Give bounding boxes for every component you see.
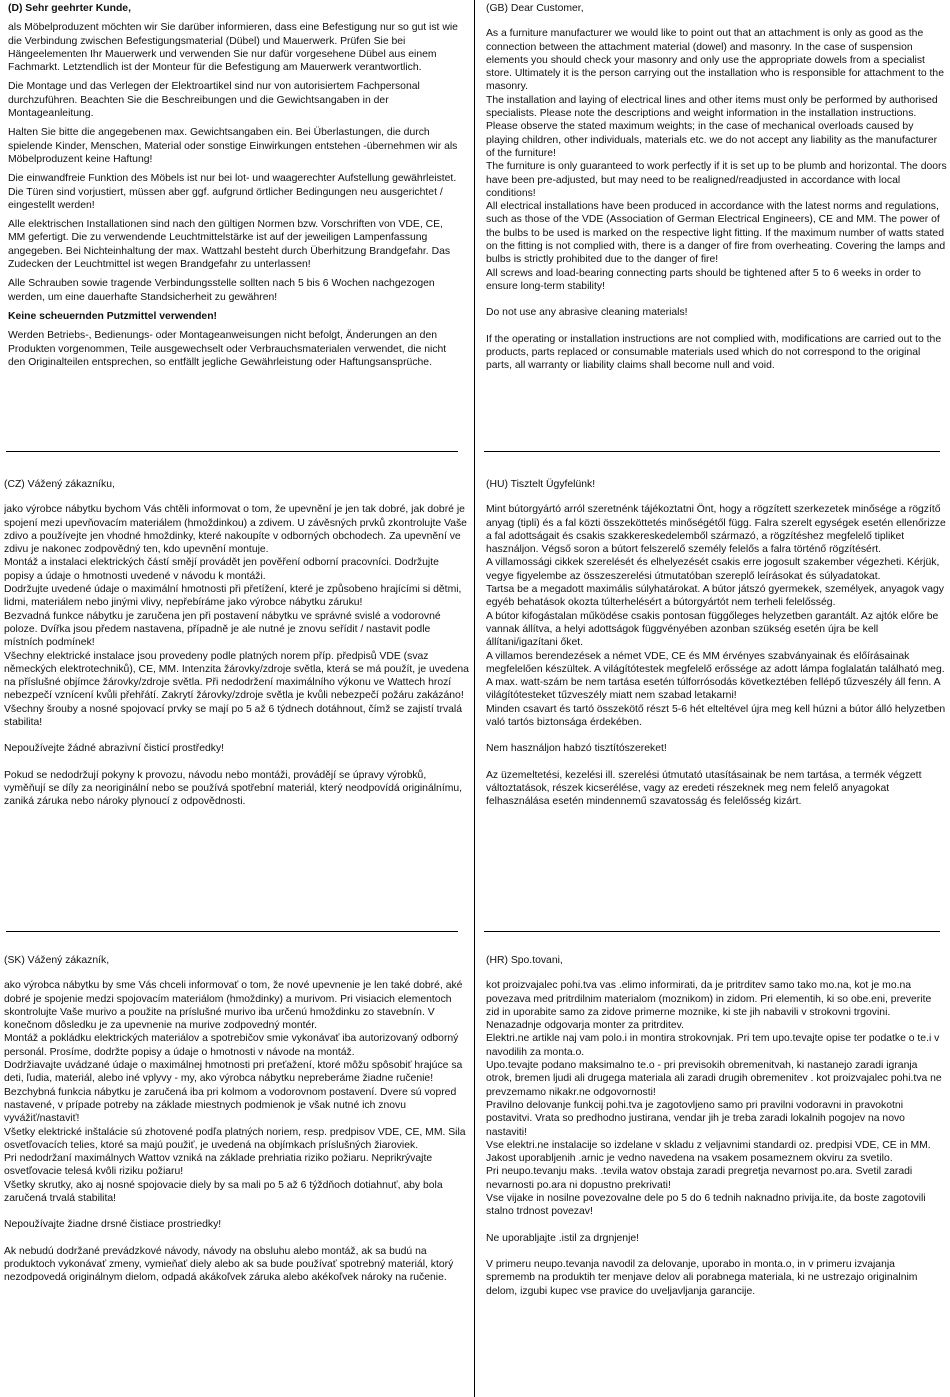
paragraph: Montáž a pokládku elektrických materiálov a spotrebičov smie vykonávať iba autorizovaný odborný personál. Prosíme, dodržte popisy a údaje o hmotnosti v návode na montáž.	[4, 1033, 459, 1058]
cleaning-warning: Ne uporabljajte .istil za drgnjenje!	[486, 1232, 640, 1244]
paragraph: Halten Sie bitte die angegebenen max. Gewichtsangaben ein. Bei Überlastungen, die durch spielende Kinder, Menschen, Material oder sonstige Einwirkungen entstehen -übernehmen wir als Möbelproduzent keine Haftung!	[8, 127, 458, 165]
section-title: (HR) Spo.tovani,	[486, 955, 563, 966]
paragraph: Vse vijake in nosilne povezovalne dele po 5 do 6 tednih naknadno privija.ite, da boste zagotovili stalno trdnost povezav!	[486, 1193, 926, 1218]
section-de	[8, 2, 463, 375]
section-title: (CZ) Vážený zákazníku,	[4, 479, 115, 490]
spacer	[486, 1219, 946, 1232]
section-title: (SK) Vážený zákazník,	[4, 955, 110, 966]
paragraph: All screws and load-bearing connecting parts should be tightened after 5 to 6 weeks in order to ensure long-term stability!	[486, 267, 921, 292]
row-divider-2	[484, 451, 940, 452]
paragraph: jako výrobce nábytku bychom Vás chtěli informovat o tom, že upevnění je jen tak dobré, jak dobré je spojení mezi upevňovacím materiálem (hmoždinkou) a zdivem. U závěsných prvků zkontrolujte Vaše zdivo a používejte jen vhodné hmoždinky, které nakoupíte v odborných obchodech. Za upevnění ve zdivu je nakonec zodpovědný ten, kdo upevnění montuje.	[4, 504, 467, 556]
section-title: (HU) Tisztelt Ügyfelünk!	[486, 479, 596, 490]
spacer	[486, 320, 948, 333]
paragraph: Please observe the stated maximum weights; in the case of mechanical overloads caused by playing children, other individuals, materials etc. we do not accept any liability as the manufacturer of the furniture!	[486, 121, 938, 159]
spacer	[4, 1232, 474, 1245]
paragraph: Az üzemeltetési, kezelési ill. szerelési útmutató utasításainak be nem tartása, a termék végzett változtatások, részek kicserélése, vagy az eredeti részeknek meg nem felelő anyagokat felhasználása esetén mindennemű szavatosság és felelősség kizárt.	[486, 769, 922, 808]
spacer	[486, 1245, 946, 1258]
paragraph: Werden Betriebs-, Bedienungs- oder Montageanweisungen nicht befolgt, Änderungen an den Produkten vorgenommen, Teile ausgewechselt oder Verbrauchsmaterialen verwendet, die nicht den Originalteilen entsprechen, so entfällt jegliche Gewährleistung oder Haftungsansprüche.	[8, 330, 447, 368]
paragraph: The installation and laying of electrical lines and other items must only be performed by authorised specialists. Please note the descriptions and weight information in the installation instructions.	[486, 94, 938, 120]
spacer	[486, 756, 946, 769]
paragraph: Alle Schrauben sowie tragende Verbindungsstelle sollten nach 5 bis 6 Wochen nachgezogen werden, um eine dauerhafte Standsicherheit zu gewähren!	[8, 278, 435, 303]
paragraph: Upo.tevajte podano maksimalno te.o - pri previsokih obremenitvah, ki nastanejo zaradi igranja otrok, bremen ljudi ali drugega materiala ali zaradi drugih obremenitev . kot proizvajalec pohi.tva ne prevzemamo nikakr.ne odgovornosti!	[486, 1060, 942, 1098]
paragraph: Minden csavart és tartó összekötő részt 5-6 hét elteltével újra meg kell húzni a bútor álló helyzetben való tartós biztonsága érdekében.	[486, 703, 946, 729]
section-title: (GB) Dear Customer,	[486, 3, 584, 14]
paragraph: Bezchybná funkcia nábytku je zaručená iba pri kolmom a vodorovnom postavení. Dvere sú vopred nastavené, v prípade potreby na základe miestnych podmienok je však nutné ich znovu vyvážiť/nastaviť!	[4, 1086, 457, 1125]
spacer	[486, 293, 948, 306]
spacer	[486, 729, 946, 742]
paragraph: Dodržiavajte uvádzané údaje o maximálnej hmotnosti pri preťažení, ktoré môžu spôsobiť hrajúce sa deti, ľudia, materiál, alebo iné vplyvy - my, ako výrobca nábytku nepreberáme žiadne ručenie!	[4, 1060, 463, 1085]
section-cz	[4, 478, 469, 809]
row-divider-4	[484, 931, 940, 932]
section-sk	[4, 954, 474, 1285]
row-divider-3	[6, 931, 458, 932]
paragraph: Pri nedodržaní maximálnych Wattov vzniká na základe prehriatia riziko požiaru. Neprikrývajte osvetľovacie telesá kvôli riziku požiaru!	[4, 1153, 433, 1178]
paragraph: Pravilno delovanje funkcij pohi.tva je zagotovljeno samo pri pravilni vodoravni in pravokotni postavitvi. Vrata so predhodno justirana, vendar jih je treba zaradi lokalnih pogojev na novo nastaviti!	[486, 1099, 905, 1138]
cleaning-warning: Do not use any abrasive cleaning materials!	[486, 307, 688, 319]
paragraph: As a furniture manufacturer we would like to point out that an attachment is only as good as the connection between the attachment material (dowel) and masonry. In the case of suspension elements you should check your masonry and only use the appropriate dowels from a specialist store. Ultimately it is the person carrying out the installation who is responsible for attachment to the masonry.	[486, 28, 944, 93]
paragraph: Všetky elektrické inštalácie sú zhotovené podľa platných noriem, resp. predpisov VDE, CE, MM. Sila osvetľovacích telies, ktoré sa majú použiť, je uvedená na objímkach príslušných žiaroviek.	[4, 1126, 466, 1151]
paragraph: The furniture is only guaranteed to work perfectly if it is set up to be plumb and horizontal. The doors have been pre-adjusted, but may need to be realigned/readjusted in accordance with local conditions!	[486, 161, 947, 199]
section-hr	[486, 954, 946, 1298]
paragraph: Pri neupo.tevanju maks. .tevila watov obstaja zaradi pregretja nevarnost po.ara. Svetil zaradi nevarnosti po.ara ni dopustno prekrivati!	[486, 1166, 913, 1191]
paragraph: A villamossági cikkek szerelését és elhelyezését csakis erre jogosult szakember végezheti. Kérjük, vegye figyelembe az összeszerelési útmutatóban szereplő leírásokat és súlyadatokat.	[486, 557, 940, 582]
paragraph: Bezvadná funkce nábytku je zaručena jen při postavení nábytku ve správné svislé a vodorovné poloze. Dvířka jsou předem nastavena, případně je ale nutné je znovu seřídit / nastavit podle místních podmínek!	[4, 610, 441, 649]
paragraph: Die Montage und das Verlegen der Elektroartikel sind nur von autorisiertem Fachpersonal durchzuführen. Beachten Sie die Beschreibungen und die Gewichtsangaben in der Montageanleitung.	[8, 81, 420, 120]
spacer	[4, 1205, 474, 1218]
cleaning-warning: Keine scheuernden Putzmittel verwenden!	[8, 310, 218, 322]
row-divider-1	[6, 451, 458, 452]
paragraph: Vse elektri.ne instalacije so izdelane v skladu z veljavnimi standardi oz. predpisi VDE, CE in MM. Jakost uporabljenih .arnic je vedno navedena na vsakem posameznem okviru za svetilo.	[486, 1139, 931, 1165]
paragraph: Všechny elektrické instalace jsou provedeny podle platných norem příp. předpisů VDE (svaz německých elektrotechniků), CE, MM. Intenzita žárovky/zdroje světla, která se má použít, je uvedena na příslušné objímce žárovky/zdroje světla. Při nedodržení maximálního výkonu ve Wattech hrozí nebezpečí vznícení kvůli přehřátí. Zakrytí žárovky/zdroje světla je kvůli nebezpečí požáru zakázáno!	[4, 650, 469, 702]
paragraph: Alle elektrischen Installationen sind nach den gültigen Normen bzw. Vorschriften von VDE, CE, MM gefertigt. Die zu verwendende Leuchtmittelstärke ist auf der jeweiligen Lampenfassung angegeben. Bei Nichteinhaltung der max. Wattzahl besteht durch Überhitzung Brandgefahr. Das Zudecken der Leuchtmittel ist wegen Brandgefahr zu unterlassen!	[8, 219, 451, 271]
section-hu	[486, 478, 946, 809]
paragraph: Tartsa be a megadott maximális súlyhatárokat. A bútor játszó gyermekek, személyek, anyagok vagy egyéb behatások okozta túlterhelésért a bútorgyártót nem terheli felelősség.	[486, 584, 944, 609]
paragraph: If the operating or installation instructions are not complied with, modifications are carried out to the products, parts replaced or consumable materials used which do not correspond to the original parts, all warranty or liability claims shall become null and void.	[486, 333, 942, 372]
cleaning-warning: Nem használjon habzó tisztítószereket!	[486, 743, 667, 755]
paragraph: ako výrobca nábytku by sme Vás chceli informovať o tom, že nové upevnenie je len také dobré, aké dobré je spojenie medzi spojovacím materiálom (hmoždinky) a murivom. Pri visiacich elementoch skontrolujte Vaše murivo a použite na príslušné murivo iba určenú hmoždinku zo stavebnín. V konečnom dôsledku je za upevnenie na murive zodpovedný montér.	[4, 980, 463, 1032]
paragraph: Všechny šrouby a nosné spojovací prvky se mají po 5 až 6 týdnech dotáhnout, čímž se zajistí trvalá stabilita!	[4, 703, 462, 729]
spacer	[4, 756, 469, 769]
cleaning-warning: Nepoužívejte žádné abrazivní čisticí prostředky!	[4, 743, 225, 755]
section-title: (D) Sehr geehrter Kunde,	[8, 3, 131, 14]
paragraph: A bútor kifogástalan működése csakis pontosan függőleges helyzetben garantált. Az ajtók előre be vannak állítva, a helyi adottságok függvényében azonban szükség esetén újra be kell állítani/igazítani őket.	[486, 610, 939, 649]
paragraph: als Möbelproduzent möchten wir Sie darüber informieren, dass eine Befestigung nur so gut ist wie die Verbindung zwischen Befestigungsmaterial (Dübel) und Mauerwerk. Prüfen Sie bei Hängeelementen Ihr Mauerwerk und verwenden Sie nur dafür vorgesehene Dübel aus einem Fachmarkt. Letztendlich ist der Monteur für die Befestigung am Mauerwerk verantwortlich.	[8, 22, 458, 74]
section-gb	[486, 2, 948, 372]
spacer	[4, 729, 469, 742]
paragraph: All electrical installations have been produced in accordance with the latest norms and regulations, such as those of the VDE (Association of German Electrical Engineers), CE and MM. The power of the bulbs to be used is marked on the respective light fitting. If the maximum number of watts stated on the fitting is not complied with, there is a danger of fire from overheating. Covering the lamps and bulbs is strictly prohibited due to the danger of fire!	[486, 201, 946, 266]
paragraph: Die einwandfreie Funktion des Möbels ist nur bei lot- und waagerechter Aufstellung gewährleistet. Die Türen sind vorjustiert, müssen aber ggf. aufgrund örtlicher Bedingungen neu ausgerichtet / eingestellt werden!	[8, 173, 457, 211]
paragraph: Pokud se nedodržují pokyny k provozu, návodu nebo montáži, provádějí se úpravy výrobků, vyměňují se díly za neoriginální nebo se používá spotřební materiál, který neodpovídá originálnímu, zaniká záruka nebo nároky plynoucí z odpovědnosti.	[4, 769, 463, 808]
paragraph: Dodržujte uvedené údaje o maximální hmotnosti při přetížení, které je způsobeno hrajícími si dětmi, lidmi, materiálem nebo jinými vlivy, nepřebíráme jako výrobce nábytku záruku!	[4, 584, 462, 609]
paragraph: Mint bútorgyártó arról szeretnénk tájékoztatni Önt, hogy a rögzített szerkezetek minősége a rögzítő anyag (tipli) és a fal közti összeköttetés minőségétől függ. Falra szerelt egységek esetén ellenőrizze a fal adottságait és csakis szakkereskedelemből származó, a rögzítéshez megfelelő tipliket használjon. Végső soron a bútort felszerelő személy felelős a falra történő rögzítésért.	[486, 504, 946, 556]
paragraph: Ak nebudú dodržané prevádzkové návody, návody na obsluhu alebo montáž, ak sa budú na produktoch vykonávať zmeny, vymieňať diely alebo ak sa bude používať spotrebný materiál, ktorý nezodpovedá originálnym dielom, odpadá akákoľvek záruka alebo akékoľvek nároky na ručenie.	[4, 1245, 454, 1284]
paragraph: A max. watt-szám be nem tartása esetén túlforrósodás következtében fellépő tűzveszély áll fenn. A világítótesteket tűzveszély miatt nem szabad letakarni!	[486, 677, 940, 702]
paragraph: kot proizvajalec pohi.tva vas .elimo informirati, da je pritrditev samo tako mo.na, kot je mo.na povezava med pritrdilnim materialom (moznikom) in zidom. Pri elementih, ki so obe.eni, preverite zid in uporabite samo za zidove primerne moznike, ki ste jih nabavili v strokovni trgovini. Nenazadnje odgovarja monter za pritrditev.	[486, 980, 932, 1032]
paragraph: Všetky skrutky, ako aj nosné spojovacie diely by sa mali po 5 až 6 týždňoch dotiahnuť, aby bola zaručená trvalá stabilita!	[4, 1179, 443, 1205]
paragraph: V primeru neupo.tevanja navodil za delovanje, uporabo in monta.o, in v primeru izvajanja sprememb na produktih ter menjave delov ali porabnega materiala, ki ne ustrezajo originalnim delom, izgubi kupec vse pravice do uveljavljanja garancije.	[486, 1258, 918, 1297]
center-divider	[474, 0, 475, 1397]
paragraph: Elektri.ne artikle naj vam polo.i in montira strokovnjak. Pri tem upo.tevajte opise ter podatke o te.i v navodilih za monta.o.	[486, 1033, 940, 1058]
paragraph: Montáž a instalaci elektrických částí smějí provádět jen pověření odborní pracovníci. Dodržujte popisy a údaje o hmotnosti uvedené v návodu k montáži.	[4, 557, 439, 582]
cleaning-warning: Nepoužívajte žiadne drsné čistiace prostriedky!	[4, 1219, 222, 1231]
paragraph: A villamos berendezések a német VDE, CE és MM érvényes szabványainak és előírásainak megfelelően készültek. A világítótestek megfelelő erőssége az adott lámpa foglalatán található meg.	[486, 650, 945, 675]
